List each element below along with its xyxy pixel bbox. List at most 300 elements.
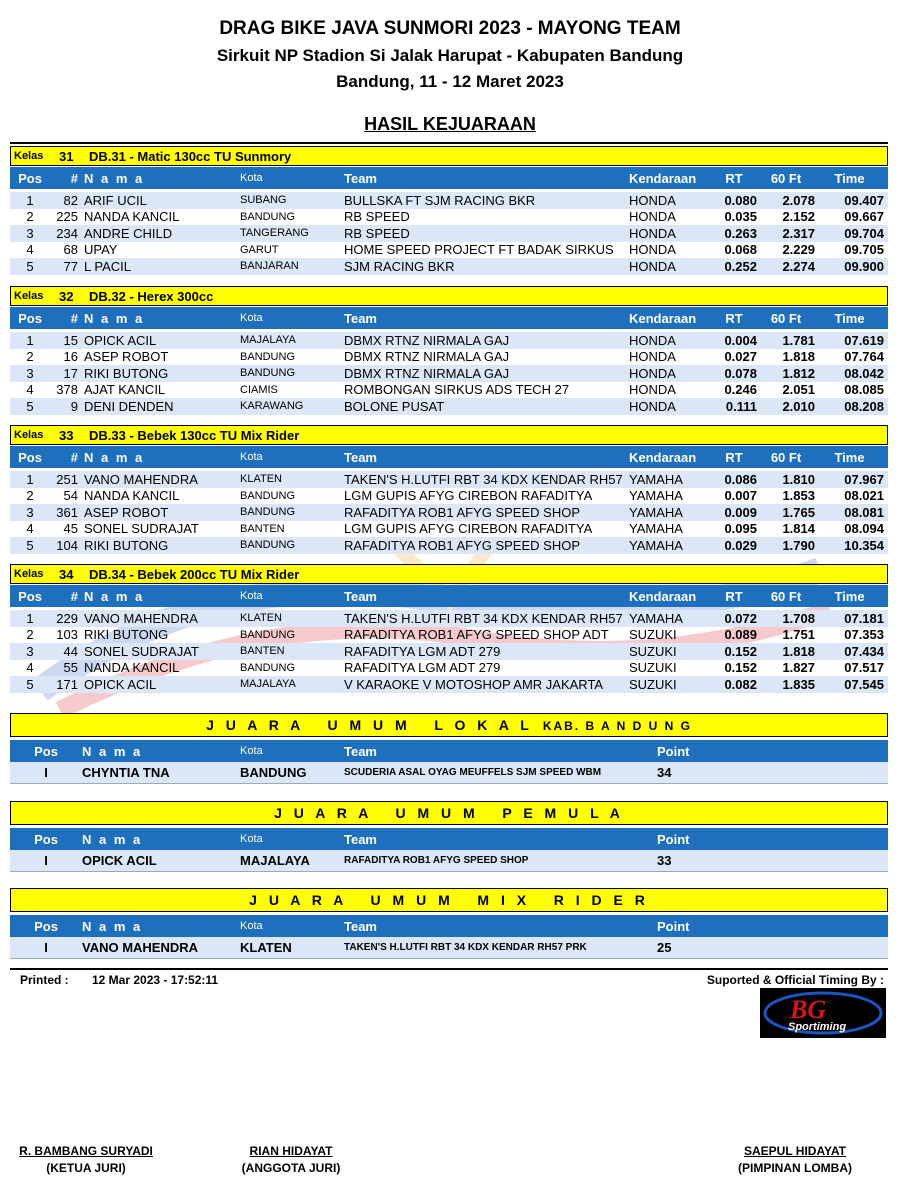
table-row <box>10 643 888 660</box>
cell-nama: ASEP ROBOT <box>84 349 169 365</box>
column-header-team: Team <box>344 831 377 847</box>
table-header <box>10 585 888 607</box>
cell-team: RB SPEED <box>344 209 410 225</box>
cell-rt: 0.027 <box>724 349 757 365</box>
column-header-ft: 60 Ft <box>770 170 802 186</box>
class-title-bar <box>10 425 888 445</box>
cell-point: 33 <box>657 853 672 868</box>
class-section <box>10 286 888 415</box>
champion-title-region: KAB. B A N D U N G <box>542 719 692 733</box>
bottom-rule <box>10 968 888 970</box>
signature-name: R. BAMBANG SURYADI <box>19 1144 153 1158</box>
cell-kota: TANGERANG <box>240 227 309 240</box>
cell-pos: 4 <box>26 521 34 537</box>
cell-time: 07.181 <box>844 610 884 626</box>
class-section <box>10 146 888 275</box>
event-title: DRAG BIKE JAVA SUNMORI 2023 - MAYONG TEAM <box>219 18 681 39</box>
cell-kota: BANDUNG <box>240 210 296 223</box>
logo-mark: BG <box>790 995 827 1024</box>
column-header-pos: Pos <box>18 170 42 186</box>
cell-pos: 5 <box>26 258 34 274</box>
cell-nama: VANO MAHENDRA <box>84 471 198 487</box>
column-header-pos: Pos <box>34 831 58 847</box>
cell-nama: NANDA KANCIL <box>84 660 180 676</box>
champion-table-header <box>10 915 888 937</box>
column-header-kota: Kota <box>240 590 263 602</box>
table-row <box>10 627 888 644</box>
column-header-kota: Kota <box>240 451 263 463</box>
cell-pos: 5 <box>26 398 34 414</box>
column-header-nama: N a m a <box>84 170 145 186</box>
cell-ft: 1.781 <box>782 332 815 348</box>
table-row <box>10 242 888 259</box>
column-header-rt: RT <box>725 170 743 186</box>
cell-rt: 0.072 <box>724 610 757 626</box>
cell-no: 68 <box>63 242 78 258</box>
table-row <box>10 258 888 275</box>
column-header-team: Team <box>344 588 377 604</box>
cell-no: 225 <box>56 209 78 225</box>
cell-ft: 1.765 <box>782 504 815 520</box>
cell-pos: 1 <box>26 610 34 626</box>
cell-rt: 0.009 <box>724 504 757 520</box>
column-header-no: # <box>70 449 78 465</box>
champion-row <box>10 850 888 872</box>
cell-kend: YAMAHA <box>629 488 683 504</box>
cell-kend: SUZUKI <box>629 643 677 659</box>
cell-kota: BANDUNG <box>240 765 307 780</box>
cell-kend: HONDA <box>629 258 676 274</box>
column-header-pos: Pos <box>18 449 42 465</box>
cell-ft: 2.051 <box>782 382 815 398</box>
cell-nama: NANDA KANCIL <box>84 209 180 225</box>
champion-title: J U A R A U M U M L O K A L <box>206 717 533 733</box>
cell-team: TAKEN'S H.LUTFI RBT 34 KDX KENDAR RH57 <box>344 471 623 487</box>
printed-label: Printed : <box>20 973 69 987</box>
cell-nama: RIKI BUTONG <box>84 627 169 643</box>
cell-ft: 1.827 <box>782 660 815 676</box>
cell-no: 54 <box>63 488 78 504</box>
cell-no: 77 <box>63 258 78 274</box>
table-row <box>10 471 888 488</box>
table-row <box>10 488 888 505</box>
cell-point: 25 <box>657 940 672 955</box>
cell-ft: 1.818 <box>782 643 815 659</box>
champion-section <box>10 713 888 784</box>
champion-title: J U A R A U M U M P E M U L A <box>274 805 624 821</box>
cell-nama: SONEL SUDRAJAT <box>84 521 199 537</box>
table-row <box>10 537 888 554</box>
champion-title-bar <box>10 713 888 737</box>
cell-kota: MAJALAYA <box>240 678 296 691</box>
cell-ft: 2.152 <box>782 209 815 225</box>
cell-kend: HONDA <box>629 242 676 258</box>
cell-rt: 0.246 <box>724 382 757 398</box>
cell-kota: BANDUNG <box>240 350 296 363</box>
cell-ft: 1.853 <box>782 488 815 504</box>
cell-pos: 2 <box>26 209 34 225</box>
cell-kend: HONDA <box>629 349 676 365</box>
cell-kota: BANDUNG <box>240 367 296 380</box>
cell-no: 15 <box>63 332 78 348</box>
cell-team: LGM GUPIS AFYG CIREBON RAFADITYA <box>344 521 593 537</box>
cell-kend: HONDA <box>629 365 676 381</box>
cell-kend: HONDA <box>629 225 676 241</box>
cell-kota: BANDUNG <box>240 628 296 641</box>
cell-nama: VANO MAHENDRA <box>82 940 199 955</box>
class-title-bar <box>10 286 888 306</box>
cell-team: SJM RACING BKR <box>344 258 455 274</box>
cell-kota: BANTEN <box>240 645 285 658</box>
cell-pos: 4 <box>26 660 34 676</box>
table-row <box>10 332 888 349</box>
column-header-kendaraan: Kendaraan <box>629 588 697 604</box>
cell-nama: OPICK ACIL <box>84 676 157 692</box>
cell-no: 251 <box>56 471 78 487</box>
cell-nama: RIKI BUTONG <box>84 537 169 553</box>
column-header-no: # <box>70 170 78 186</box>
column-header-team: Team <box>344 918 377 934</box>
cell-time: 08.085 <box>844 382 884 398</box>
table-row <box>10 209 888 226</box>
signature-name: SAEPUL HIDAYAT <box>743 1144 847 1158</box>
column-header-no: # <box>70 310 78 326</box>
cell-nama: ANDRE CHILD <box>84 225 173 241</box>
cell-kota: KLATEN <box>240 612 282 625</box>
cell-time: 08.094 <box>844 521 884 537</box>
cell-kend: YAMAHA <box>629 504 683 520</box>
event-date: Bandung, 11 - 12 Maret 2023 <box>336 72 564 91</box>
cell-kend: YAMAHA <box>629 521 683 537</box>
top-rule <box>10 142 888 144</box>
cell-kota: MAJALAYA <box>240 334 296 347</box>
cell-rt: 0.152 <box>724 660 757 676</box>
cell-nama: NANDA KANCIL <box>84 488 180 504</box>
cell-ft: 2.274 <box>782 258 815 274</box>
cell-pos: I <box>44 765 48 780</box>
cell-pos: 1 <box>26 471 34 487</box>
class-name: DB.31 - Matic 130cc TU Sunmory <box>89 148 292 164</box>
signature-role: (PIMPINAN LOMBA) <box>738 1161 852 1175</box>
cell-team: BOLONE PUSAT <box>344 398 445 414</box>
cell-ft: 1.818 <box>782 349 815 365</box>
signature-role: (KETUA JURI) <box>46 1161 126 1175</box>
cell-pos: I <box>44 853 48 868</box>
class-label: Kelas <box>14 290 44 302</box>
table-row <box>10 382 888 399</box>
column-header-ft: 60 Ft <box>770 449 802 465</box>
class-name: DB.33 - Bebek 130cc TU Mix Rider <box>89 427 300 443</box>
cell-team: RAFADITYA ROB1 AFYG SPEED SHOP <box>344 504 580 520</box>
column-header-team: Team <box>344 743 377 759</box>
cell-rt: 0.035 <box>724 209 757 225</box>
cell-time: 07.545 <box>844 676 884 692</box>
cell-kota: BANDUNG <box>240 506 296 519</box>
cell-team: RAFADITYA ROB1 AFYG SPEED SHOP <box>344 855 529 866</box>
cell-ft: 1.835 <box>782 676 815 692</box>
column-header-kota: Kota <box>240 172 263 184</box>
table-row <box>10 660 888 677</box>
cell-team: LGM GUPIS AFYG CIREBON RAFADITYA <box>344 488 593 504</box>
champion-row <box>10 762 888 784</box>
cell-team: RAFADITYA LGM ADT 279 <box>344 643 501 659</box>
cell-ft: 1.751 <box>782 627 815 643</box>
class-number: 33 <box>59 427 74 443</box>
champion-section <box>10 888 888 959</box>
cell-kend: HONDA <box>629 332 676 348</box>
printed-value: 12 Mar 2023 - 17:52:11 <box>92 973 219 987</box>
cell-kota: BANDUNG <box>240 661 296 674</box>
cell-nama: RIKI BUTONG <box>84 365 169 381</box>
signature-name: RIAN HIDAYAT <box>249 1144 333 1158</box>
class-number: 32 <box>59 288 74 304</box>
cell-kota: SUBANG <box>240 194 287 207</box>
cell-rt: 0.095 <box>724 521 757 537</box>
cell-time: 09.704 <box>844 225 884 241</box>
cell-ft: 2.317 <box>782 225 815 241</box>
column-header-time: Time <box>834 588 865 604</box>
class-name: DB.32 - Herex 300cc <box>89 288 214 304</box>
cell-pos: 3 <box>26 504 34 520</box>
column-header-nama: N a m a <box>82 743 143 759</box>
logo-subtext: Sportiming <box>788 1021 847 1033</box>
cell-team: DBMX RTNZ NIRMALA GAJ <box>344 349 510 365</box>
column-header-kota: Kota <box>240 920 263 932</box>
cell-rt: 0.152 <box>724 643 757 659</box>
cell-pos: 1 <box>26 192 34 208</box>
column-header-pos: Pos <box>34 743 58 759</box>
table-row <box>10 504 888 521</box>
cell-team: BULLSKA FT SJM RACING BKR <box>344 192 536 208</box>
results-heading: HASIL KEJUARAAN <box>364 114 536 134</box>
cell-ft: 1.790 <box>782 537 815 553</box>
sportiming-logo <box>760 988 886 1038</box>
cell-pos: I <box>44 940 48 955</box>
cell-time: 07.517 <box>844 660 884 676</box>
column-header-time: Time <box>834 449 865 465</box>
cell-time: 08.208 <box>844 398 884 414</box>
cell-kend: SUZUKI <box>629 627 677 643</box>
column-header-rt: RT <box>725 588 743 604</box>
class-number: 31 <box>59 148 74 164</box>
table-row <box>10 225 888 242</box>
column-header-ft: 60 Ft <box>770 310 802 326</box>
cell-no: 9 <box>70 398 78 414</box>
cell-time: 09.667 <box>844 209 884 225</box>
cell-ft: 2.078 <box>782 192 815 208</box>
cell-time: 08.081 <box>844 504 884 520</box>
cell-ft: 1.708 <box>782 610 815 626</box>
table-header <box>10 307 888 329</box>
cell-rt: 0.086 <box>724 471 757 487</box>
column-header-ft: 60 Ft <box>770 588 802 604</box>
column-header-team: Team <box>344 170 377 186</box>
cell-time: 07.434 <box>844 643 884 659</box>
class-section <box>10 425 888 554</box>
class-title-bar <box>10 564 888 584</box>
signature-anggota <box>232 1144 350 1175</box>
printed-info <box>20 973 218 987</box>
class-label: Kelas <box>14 429 44 441</box>
cell-ft: 1.812 <box>782 365 815 381</box>
cell-pos: 2 <box>26 488 34 504</box>
cell-nama: DENI DENDEN <box>84 398 174 414</box>
cell-rt: 0.111 <box>725 398 757 414</box>
table-row <box>10 676 888 693</box>
table-row <box>10 192 888 209</box>
cell-pos: 4 <box>26 382 34 398</box>
cell-team: RB SPEED <box>344 225 410 241</box>
cell-rt: 0.252 <box>724 258 757 274</box>
cell-nama: ASEP ROBOT <box>84 504 169 520</box>
cell-no: 16 <box>63 349 78 365</box>
column-header-kota: Kota <box>240 833 263 845</box>
cell-no: 44 <box>63 643 78 659</box>
cell-nama: UPAY <box>84 242 118 258</box>
cell-time: 08.021 <box>844 488 884 504</box>
class-section <box>10 564 888 693</box>
column-header-team: Team <box>344 449 377 465</box>
table-row <box>10 365 888 382</box>
cell-rt: 0.068 <box>724 242 757 258</box>
class-title-bar <box>10 146 888 166</box>
cell-team: DBMX RTNZ NIRMALA GAJ <box>344 332 510 348</box>
champion-section <box>10 801 888 872</box>
column-header-kota: Kota <box>240 312 263 324</box>
cell-rt: 0.263 <box>724 225 757 241</box>
cell-time: 09.705 <box>844 242 884 258</box>
class-label: Kelas <box>14 568 44 580</box>
column-header-nama: N a m a <box>84 310 145 326</box>
cell-time: 09.407 <box>844 192 884 208</box>
cell-team: V KARAOKE V MOTOSHOP AMR JAKARTA <box>344 676 604 692</box>
column-header-kendaraan: Kendaraan <box>629 310 697 326</box>
table-row <box>10 610 888 627</box>
cell-rt: 0.078 <box>724 365 757 381</box>
cell-team: ROMBONGAN SIRKUS ADS TECH 27 <box>344 382 570 398</box>
champion-title-bar <box>10 801 888 825</box>
cell-team: DBMX RTNZ NIRMALA GAJ <box>344 365 510 381</box>
cell-nama: ARIF UCIL <box>84 192 147 208</box>
champion-title-bar <box>10 888 888 912</box>
column-header-nama: N a m a <box>84 588 145 604</box>
cell-kota: KLATEN <box>240 473 282 486</box>
cell-pos: 2 <box>26 349 34 365</box>
column-header-time: Time <box>834 310 865 326</box>
cell-pos: 3 <box>26 365 34 381</box>
column-header-point: Point <box>657 831 690 847</box>
cell-no: 82 <box>63 192 78 208</box>
cell-time: 07.353 <box>844 627 884 643</box>
column-header-nama: N a m a <box>82 918 143 934</box>
cell-kend: SUZUKI <box>629 676 677 692</box>
cell-rt: 0.029 <box>724 537 757 553</box>
cell-no: 103 <box>56 627 78 643</box>
cell-ft: 2.010 <box>782 398 815 414</box>
cell-kota: MAJALAYA <box>240 853 310 868</box>
cell-nama: AJAT KANCIL <box>84 382 166 398</box>
signature-role: (ANGGOTA JURI) <box>241 1161 341 1175</box>
cell-point: 34 <box>657 765 672 780</box>
cell-no: 45 <box>63 521 78 537</box>
cell-no: 229 <box>56 610 78 626</box>
cell-time: 07.619 <box>844 332 884 348</box>
cell-no: 171 <box>56 676 78 692</box>
cell-kend: HONDA <box>629 398 676 414</box>
cell-time: 09.900 <box>844 258 884 274</box>
cell-team: TAKEN'S H.LUTFI RBT 34 KDX KENDAR RH57 PRK <box>344 942 587 953</box>
cell-rt: 0.089 <box>724 627 757 643</box>
column-header-time: Time <box>834 170 865 186</box>
cell-pos: 2 <box>26 627 34 643</box>
event-venue: Sirkuit NP Stadion Si Jalak Harupat - Kabupaten Bandung <box>216 46 684 65</box>
supported-by: Suported & Official Timing By : <box>706 973 884 987</box>
column-header-team: Team <box>344 310 377 326</box>
cell-nama: OPICK ACIL <box>84 332 157 348</box>
cell-pos: 4 <box>26 242 34 258</box>
class-name: DB.34 - Bebek 200cc TU Mix Rider <box>89 566 300 582</box>
cell-kend: HONDA <box>629 382 676 398</box>
cell-team: RAFADITYA ROB1 AFYG SPEED SHOP <box>344 537 580 553</box>
column-header-point: Point <box>657 743 690 759</box>
signature-pimpinan <box>728 1144 862 1175</box>
class-label: Kelas <box>14 150 44 162</box>
cell-time: 08.042 <box>844 365 884 381</box>
cell-kota: KLATEN <box>240 940 292 955</box>
cell-rt: 0.004 <box>724 332 757 348</box>
column-header-point: Point <box>657 918 690 934</box>
cell-nama: CHYNTIA TNA <box>82 765 170 780</box>
column-header-nama: N a m a <box>84 449 145 465</box>
champion-row <box>10 937 888 959</box>
cell-pos: 3 <box>26 225 34 241</box>
cell-kota: CIAMIS <box>240 383 278 396</box>
cell-time: 07.967 <box>844 471 884 487</box>
cell-team: HOME SPEED PROJECT FT BADAK SIRKUS <box>344 242 614 258</box>
cell-pos: 5 <box>26 676 34 692</box>
table-header <box>10 167 888 189</box>
column-header-rt: RT <box>725 449 743 465</box>
cell-time: 07.764 <box>844 349 884 365</box>
cell-rt: 0.007 <box>724 488 757 504</box>
table-header <box>10 446 888 468</box>
cell-pos: 3 <box>26 643 34 659</box>
cell-time: 10.354 <box>844 537 884 553</box>
champion-table-header <box>10 740 888 762</box>
column-header-pos: Pos <box>18 310 42 326</box>
cell-kend: YAMAHA <box>629 537 683 553</box>
cell-kend: HONDA <box>629 192 676 208</box>
champion-title: J U A R A U M U M M I X R I D E R <box>249 892 649 908</box>
cell-team: RAFADITYA ROB1 AFYG SPEED SHOP ADT <box>344 627 609 643</box>
table-row <box>10 398 888 415</box>
cell-team: RAFADITYA LGM ADT 279 <box>344 660 501 676</box>
column-header-kendaraan: Kendaraan <box>629 170 697 186</box>
cell-kend: SUZUKI <box>629 660 677 676</box>
cell-no: 234 <box>56 225 78 241</box>
cell-kota: KARAWANG <box>240 400 304 413</box>
cell-kota: BANDUNG <box>240 539 296 552</box>
cell-kend: YAMAHA <box>629 610 683 626</box>
cell-no: 17 <box>63 365 78 381</box>
cell-team: SCUDERIA ASAL OYAG MEUFFELS SJM SPEED WBM <box>344 767 602 778</box>
cell-no: 378 <box>56 382 78 398</box>
cell-kend: YAMAHA <box>629 471 683 487</box>
cell-kota: BANJARAN <box>240 260 299 273</box>
cell-nama: OPICK ACIL <box>82 853 157 868</box>
cell-kota: BANTEN <box>240 522 285 535</box>
class-number: 34 <box>59 566 74 582</box>
